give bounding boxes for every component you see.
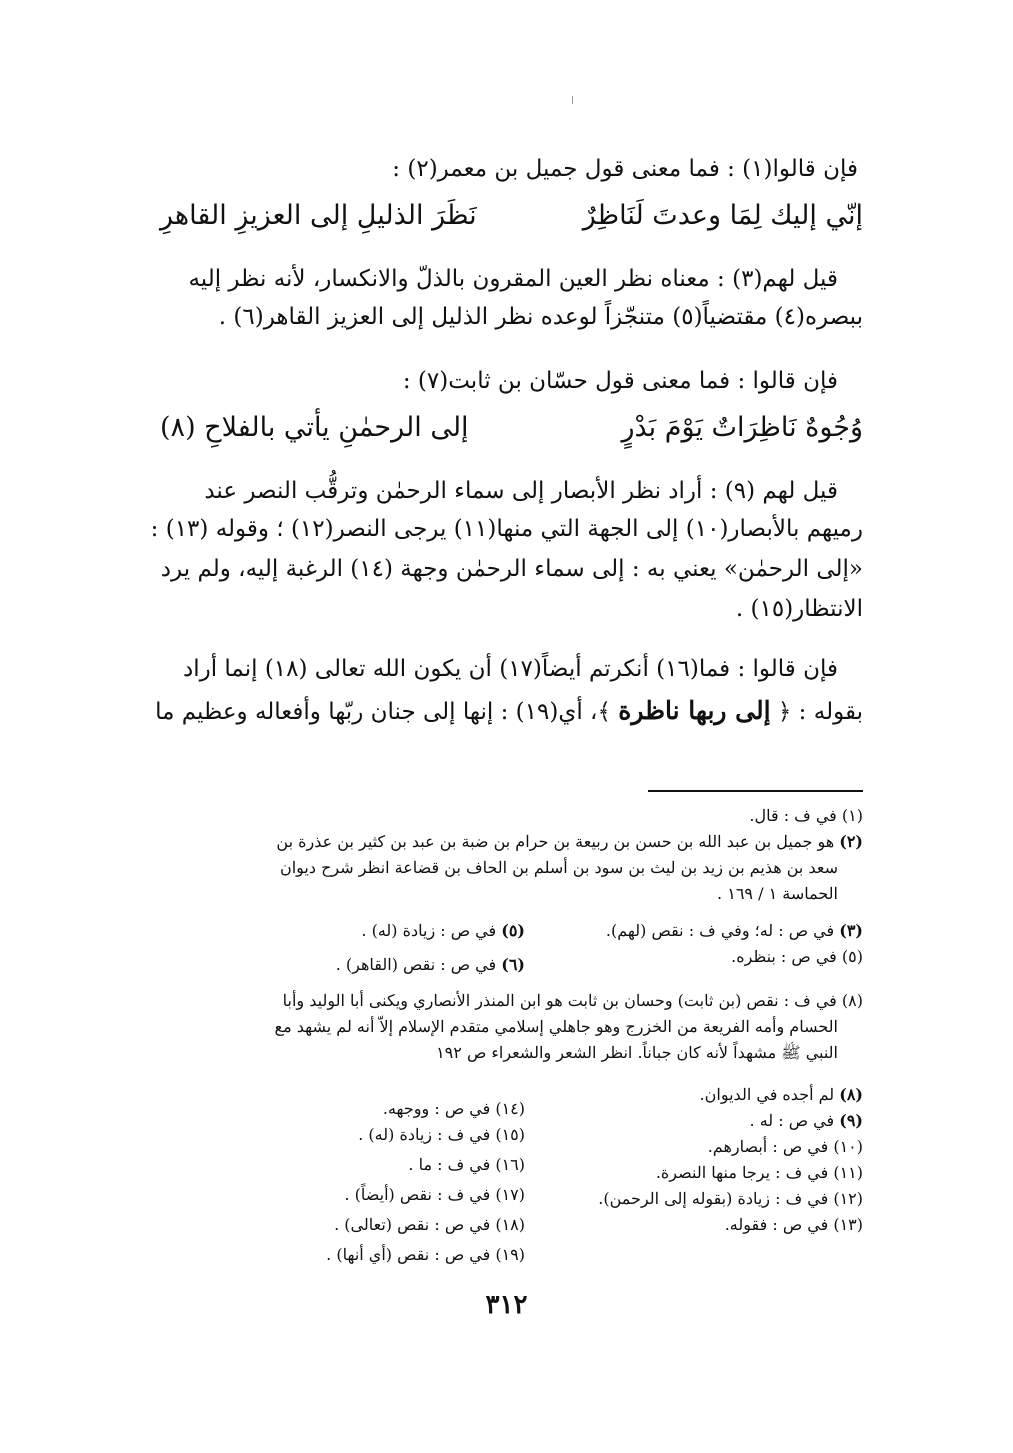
verse-2-second-half: إلى الرحمٰنِ يأتي بالفلاحِ (٨) <box>160 412 469 443</box>
text-line-11: فإن قالوا : فما(١٦) أنكرتم أيضاً(١٧) أن يكون الله تعالى (١٨) إنما أراد <box>182 656 838 682</box>
footnote-2-marker: (٢) <box>839 832 863 851</box>
verse-1-second-half: نَظَرَ الذليلِ إلى العزيزِ القاهرِ <box>160 200 477 231</box>
footnote-l-4: (١٧) في ف : نقص (أيضاً) . <box>344 1185 525 1204</box>
footnote-5b: (٥) في ص : بنظره. <box>731 947 863 966</box>
footnote-r-1-marker: (٨) <box>839 1085 863 1104</box>
text-line-12-end: ﴾، أي(١٩) : إنها إلى جنان ربّها وأفعاله وعظيم ما <box>155 699 611 725</box>
footnote-r-2-text: في ص : له . <box>749 1111 835 1130</box>
footnote-5a-text: في ص : زيادة (له) . <box>361 921 497 940</box>
text-line-3: قيل لهم(٣) : معناه نظر العين المقرون بالذلّ والانكسار، لأنه نظر إليه <box>188 266 838 292</box>
footnote-5a <box>361 918 525 944</box>
footnote-r-5: (١٢) في ف : زيادة (بقوله إلى الرحمن). <box>598 1189 863 1208</box>
footnote-r-1-text: لم أجده في الديوان. <box>699 1085 835 1104</box>
footnote-r-1 <box>700 1082 863 1108</box>
footnote-6 <box>336 952 525 978</box>
text-line-7: قيل لهم (٩) : أراد نظر الأبصار إلى سماء الرحمٰن وترقُّب النصر عند <box>204 478 838 504</box>
footnote-r-2-marker: (٩) <box>839 1111 863 1130</box>
footnote-6-text: في ص : نقص (القاهر) . <box>335 955 497 974</box>
text-line-4: ببصره(٤) مقتضياً(٥) متنجّزاً لوعده نظر الذليل إلى العزيز القاهر(٦) . <box>218 304 863 330</box>
footnote-2-text: هو جميل بن عبد الله بن حسن بن ربيعة بن حرام بن ضبة بن عبد بن كثير بن عذرة بن <box>276 832 835 851</box>
footnote-1: (١) في ف : قال. <box>749 806 863 825</box>
footnote-8-line-3: النبي ﷺ مشهداً لأنه كان جباناً. انظر الشعر والشعراء ص ١٩٢ <box>436 1043 838 1062</box>
footnote-8-line-1: (٨) في ف : نقص (بن ثابت) وحسان بن ثابت هو ابن المنذر الأنصاري ويكنى أبا الوليد وأبا <box>282 991 863 1010</box>
footnote-r-2 <box>750 1108 863 1134</box>
footnote-r-4: (١١) في ف : يرجا منها النصرة. <box>655 1163 863 1182</box>
footnote-separator <box>648 790 863 792</box>
footnote-6-marker: (٦) <box>501 955 525 974</box>
footnote-2-line-2: سعد بن هذيم بن زيد بن ليث بن سود بن أسلم بن الحاف بن قضاعة انظر شرح ديوان <box>279 858 838 877</box>
footnote-l-2: (١٥) في ف : زيادة (له) . <box>358 1125 525 1144</box>
verse-2-first-half: وُجُوهٌ نَاظِرَاتٌ يَوْمَ بَدْرٍ <box>621 412 863 443</box>
scan-mark <box>572 96 573 104</box>
verse-1-first-half: إنّي إليك لِمَا وعدتَ لَنَاظِرٌ <box>582 200 863 231</box>
footnote-l-5: (١٨) في ص : نقص (تعالى) . <box>334 1215 525 1234</box>
quran-quote: إلى ربها ناظرة <box>618 696 771 725</box>
footnote-r-3: (١٠) في ص : أبصارهم. <box>707 1137 863 1156</box>
footnote-8-line-2: الحسام وأمه الفريعة من الخزرج وهو جاهلي إسلامي متقدم الإسلام إلاّ أنه لم يشهد مع <box>274 1017 838 1036</box>
text-line-10: الانتظار(١٥) . <box>735 596 863 622</box>
footnote-l-3: (١٦) في ف : ما . <box>408 1155 525 1174</box>
footnote-5a-marker: (٥) <box>501 921 525 940</box>
footnote-l-1: (١٤) في ص : ووجهه. <box>382 1099 525 1118</box>
footnote-3-text: في ص : له؛ وفي ف : نقص (لهم). <box>605 921 835 940</box>
page-number: ٣١٢ <box>485 1290 528 1320</box>
text-line-12-start: بقوله : ﴿ <box>777 699 863 725</box>
footnote-2-line-1 <box>160 829 863 855</box>
footnote-l-6: (١٩) في ص : نقص (أي أنها) . <box>326 1245 525 1264</box>
text-line-1: فإن قالوا(١) : فما معنى قول جميل بن معمر(٢) : <box>392 156 858 182</box>
text-line-9: «إلى الرحمٰن» يعني به : إلى سماء الرحمٰن وجهة (١٤) الرغبة إليه، ولم يرد <box>160 556 863 582</box>
footnote-3 <box>606 918 863 944</box>
text-line-5: فإن قالوا : فما معنى قول حسّان بن ثابت(٧) : <box>402 368 838 394</box>
footnote-2-line-3: الحماسة ١ / ١٦٩ . <box>717 884 838 903</box>
footnote-3-marker: (٣) <box>839 921 863 940</box>
text-line-8: رميهم بالأبصار(١٠) إلى الجهة التي منها(١١) يرجى النصر(١٢) ؛ وقوله (١٣) : <box>150 516 863 542</box>
text-line-12 <box>155 694 863 729</box>
footnote-r-6: (١٣) في ص : فقوله. <box>724 1215 863 1234</box>
